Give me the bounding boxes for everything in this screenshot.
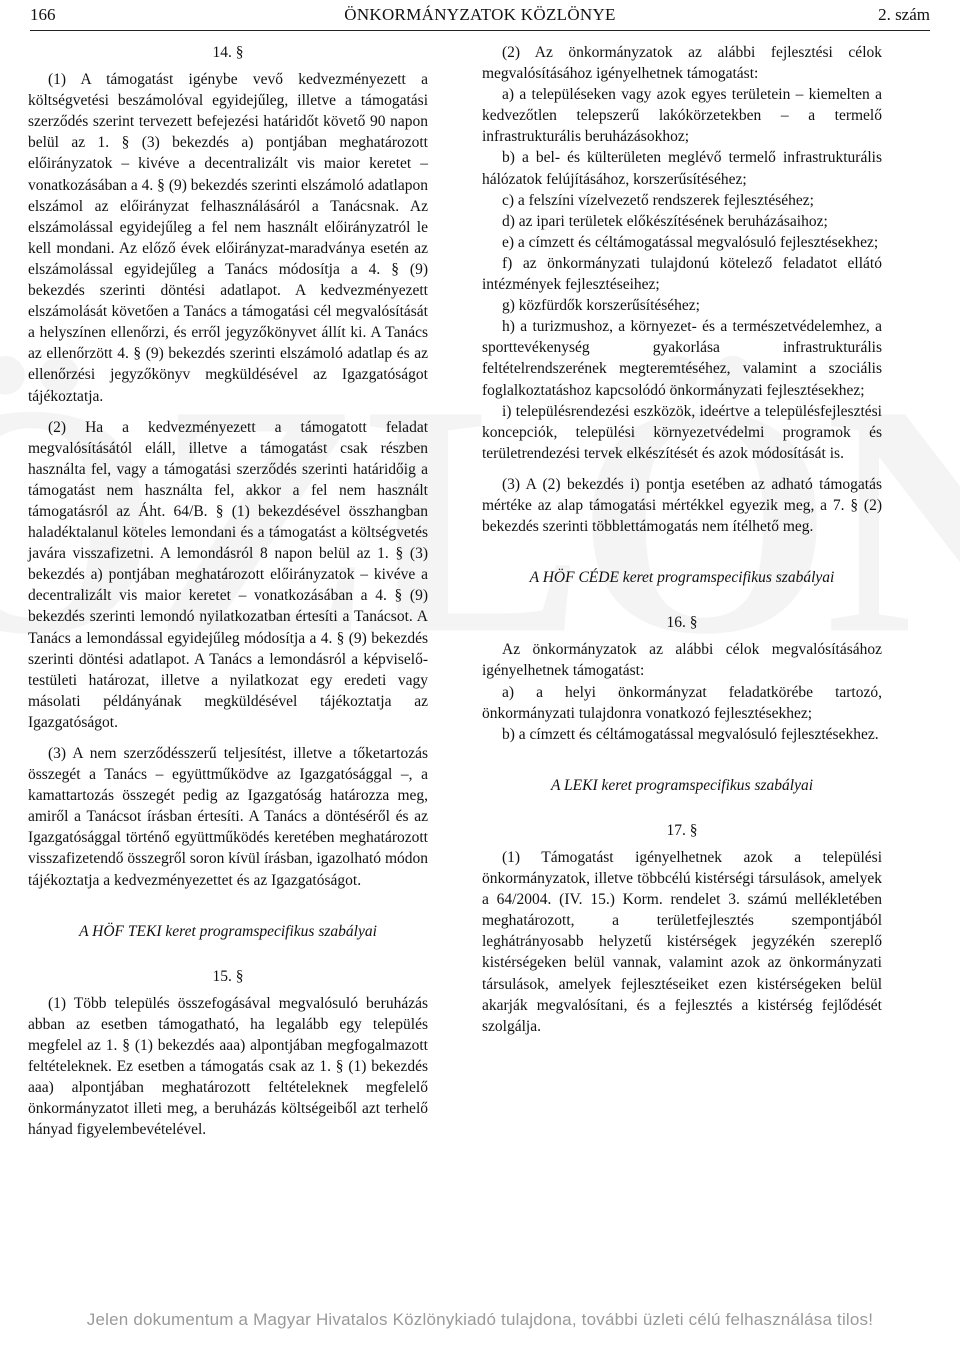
left-column bbox=[28, 42, 428, 1141]
list-item: i) településrendezési eszközök, ideértve a településfejlesztési koncepciók, települési környezetvédelmi programok és területrendezési tervek elkészítését és azok módosítását is. bbox=[482, 402, 882, 462]
paragraph-14-3: (3) A nem szerződésszerű teljesítést, illetve a tőketartozás összegét a Tanács – együttműködve az Igazgatósággal –, a kamattartozás összegét pedig az Igazgatóság határozza meg, amiről a Tanácsot írásban értesíti. A Tanács a döntéséről és az Igazgatósággal történő együttműködés keretében meghatározott visszafizetendő összegről soron kívül írásban, igazolható módon tájékoztatja a kedvezményezettet és az Igazgatóságot. bbox=[28, 745, 428, 889]
heading-cede: A HÖF CÉDE keret programspecifikus szabályai bbox=[529, 569, 835, 587]
page-number: 166 bbox=[30, 5, 56, 24]
issue-number: 2. szám bbox=[878, 5, 930, 24]
paragraph-15-3: (3) A (2) bekezdés i) pontja esetében az adható támogatás mértéke az alap támogatási mértékkel egyezik meg, a 7. § (2) bekezdés szerinti többlettámogatás nem ítélhető meg. bbox=[482, 475, 882, 536]
list-item: b) a címzett és céltámogatással megvalósuló fejlesztésekhez. bbox=[502, 725, 879, 743]
list-item: b) a bel- és külterületen meglévő termelő infrastrukturális hálózatok felújításához, korszerűsítéséhez; bbox=[482, 149, 882, 188]
footer-notice: Jelen dokumentum a Magyar Hivatalos Közlönykiadó tulajdona, további üzleti célú felhasználása tilos! bbox=[86, 1310, 874, 1329]
section-16-heading: 16. § bbox=[666, 614, 698, 632]
paragraph-16-intro: Az önkormányzatok az alábbi célok megvalósításához igényelhetnek támogatást: bbox=[482, 641, 882, 680]
list-item: a) a településeken vagy azok egyes területein – kiemelten a kedvezőtlen telepszerű lakókörzetekben – a termelő infrastrukturális beruházásokhoz; bbox=[482, 86, 882, 146]
list-item: c) a felszíni vízelvezető rendszerek fejlesztéséhez; bbox=[502, 191, 814, 209]
list-item: f) az önkormányzati tulajdonú kötelező feladatot ellátó intézmények fejlesztéseihez; bbox=[482, 254, 882, 294]
paragraph-15-1: (1) Több település összefogásával megvalósuló beruházás abban az esetben támogatható, ha legalább egy település megfelel az 1. § (1) bekezdés aaa) alpontjában megfogalmazott feltételeknek. Ez esetben a támogatás csak az 1. § (1) bekezdés aaa) alpontjában meghatározott feltételeknek megfelelő önkormányzatot illeti meg, a beruházás költségeiből azt terhelő hányad figyelembevételével. bbox=[28, 994, 428, 1139]
paragraph-15-2-intro: (2) Az önkormányzatok az alábbi fejlesztési célok megvalósításához igényelhetnek támogatást: bbox=[482, 44, 882, 83]
heading-leki: A LEKI keret programspecifikus szabályai bbox=[550, 776, 814, 794]
heading-teki: A HÖF TEKI keret programspecifikus szabályai bbox=[79, 922, 377, 940]
list-item: h) a turizmushoz, a környezet- és a természetvédelemhez, a sporttevékenység gyakorlása infrastrukturális feltételrendszerének megteremtéséhez, valamint a szociális foglalkoztatáshoz kapcsolódó önkormányzati fejlesztésekhez; bbox=[482, 318, 882, 399]
section-15-heading: 15. § bbox=[212, 967, 244, 985]
page-header bbox=[30, 2, 930, 31]
section-17-heading: 17. § bbox=[666, 821, 698, 839]
paragraph-17-1: (1) Támogatást igényelhetnek azok a települési önkormányzatok, illetve többcélú kistérségi társulások, amelyek a 64/2004. (IV. 15.) Korm. rendelet 3. számú mellékletében meghatározott, a területfejlesztés szempontjából leghátrányosabb helyzetű kistérségek jegyzékén szereplő kistérségeken belül vannak, valamint azok az önkormányzati társulások, amelyek fejlesztéseiket ezen kistérségeken belül akarják megvalósítani, és a fejlesztés a kistérség fejlődését szolgálja. bbox=[482, 849, 882, 1035]
paragraph-14-1: (1) A támogatást igénybe vevő kedvezményezett a költségvetési beszámolóval egyidejűleg, illetve a támogatási szerződés szerint tervezett befejezési határidőt követő 90 napon belül az 1. § (3) bekezdés a) pontjában meghatározott előirányzatok – kivéve a decentralizált vis maior keretet – vonatkozásában a 4. § (9) bekezdés szerinti elszámoló adatlapon elszámol az előirányzat felhasználásáról a Tanácsnak. Az elszámolással egyidejűleg a fel nem használt előirányzatról le kell mondani. Az előző évek előirányzat-maradványa esetén az elszámolással egyidejűleg a Tanács módosítja a 4. § (9) bekezdés szerinti döntési adatlapot. A kedvezményezett elszámolását követően a Tanács a támogatási cél megvalósítását a helyszínen ellenőrzi, és erről jegyzőkönyvet állít ki. A Tanács az ellenőrzött 4. § (9) bekezdés szerinti elszámoló adatlap és az ellenőrzési jegyzőkönyv megküldésével az Igazgatóságot tájékoztatja. bbox=[28, 71, 428, 405]
list-item: a) a helyi önkormányzat feladatkörébe tartozó, önkormányzati tulajdonra vonatkozó fejlesztésekhez; bbox=[482, 683, 882, 722]
paragraph-14-2: (2) Ha a kedvezményezett a támogatott feladat megvalósításától eláll, illetve a támogatást csak részben használta fel, vagy a támogatási szerződés szerinti határidőig a támogatást nem használta fel, akkor a fel nem használt támogatásról az Áht. 64/B. § (1) bekezdésével összhangban haladéktalanul köteles lemondani és a támogatást a költségvetés javára visszafizetni. A lemondásról 8 napon belül az 1. § (3) bekezdés a) pontjában meghatározott előirányzatok – kivéve a decentralizált vis maior keretet – vonatkozásában a 4. § (9) bekezdés szerinti lemondó nyilatkozatban értesíti a Tanácsot. A Tanács a lemondással egyidejűleg módosítja a 4. § (9) bekezdés szerinti döntési adatlapot. A Tanács a lemondásról a képviselő-testületi határozat, illetve a nyilatkozat egy eredeti vagy másolati példányának megküldésével tájékoztatja az Igazgatóságot. bbox=[28, 418, 428, 731]
right-column bbox=[482, 42, 882, 1037]
list-item: e) a címzett és céltámogatással megvalósuló fejlesztésekhez; bbox=[502, 233, 879, 251]
list-item: d) az ipari területek előkészítésének beruházásaihoz; bbox=[502, 212, 828, 230]
list-item: g) közfürdők korszerűsítéséhez; bbox=[502, 297, 700, 315]
section-14-heading: 14. § bbox=[212, 44, 244, 61]
publication-title: ÖNKORMÁNYZATOK KÖZLÖNYE bbox=[344, 5, 616, 24]
